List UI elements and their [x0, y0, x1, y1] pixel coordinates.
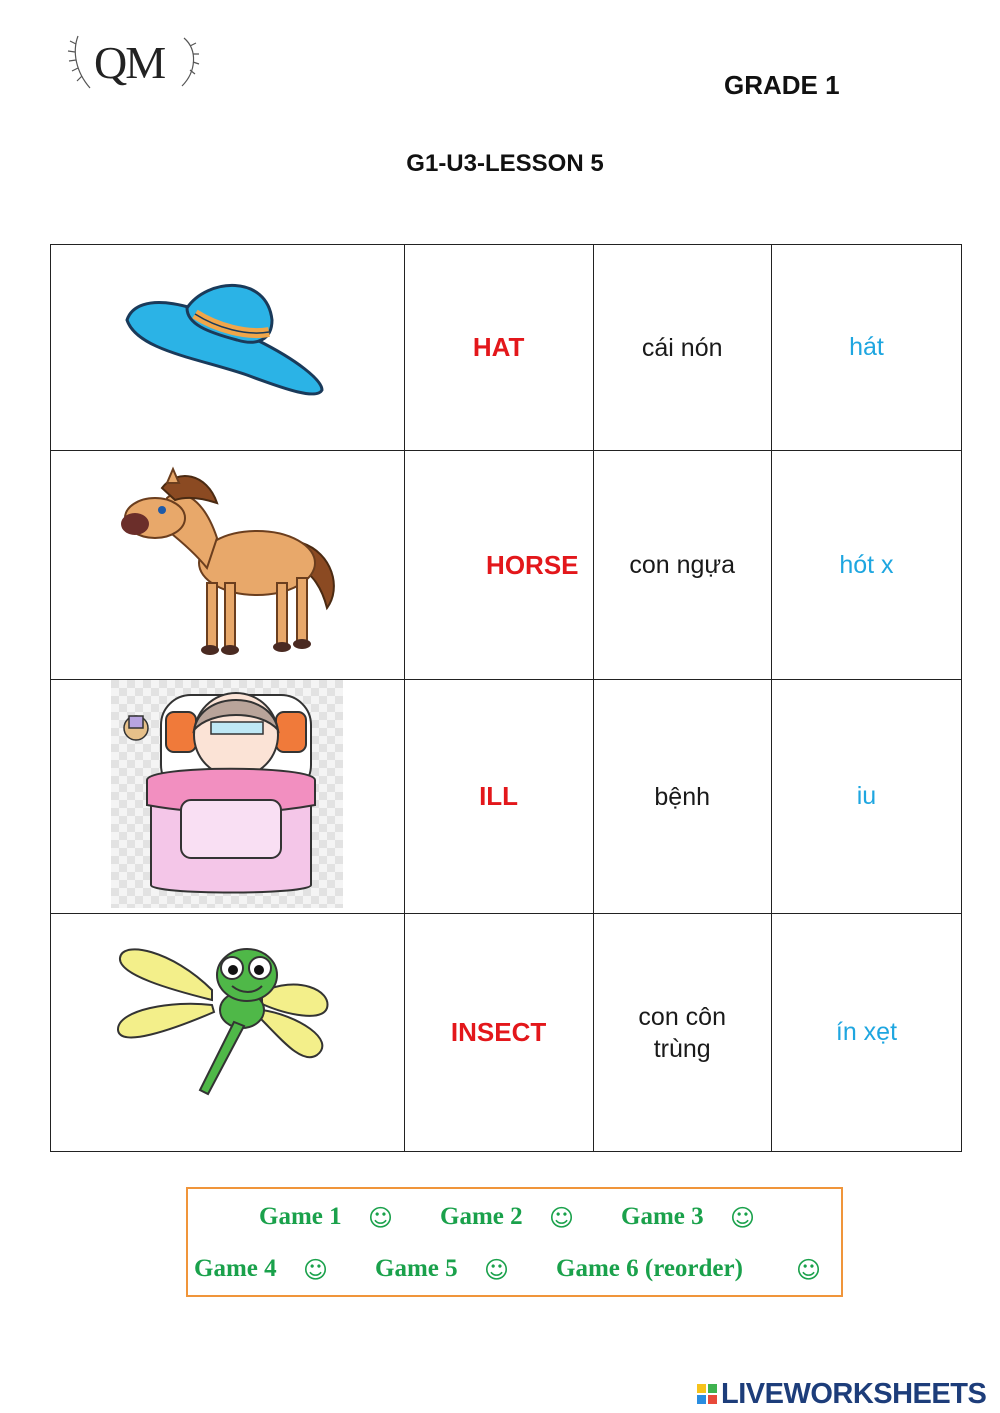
smiley-icon: ☺ — [368, 1204, 394, 1232]
smiley-icon: ☺ — [484, 1256, 510, 1284]
horse-icon — [107, 458, 347, 668]
pronunciation: ín xẹt — [835, 1018, 898, 1046]
qm-logo — [64, 28, 204, 100]
game-2-link[interactable]: Game 2 — [440, 1203, 523, 1230]
english-word: ILL — [479, 781, 519, 811]
smiley-icon: ☺ — [549, 1204, 575, 1232]
hat-icon — [117, 280, 337, 410]
game-5-link[interactable]: Game 5 — [375, 1255, 458, 1282]
picture-cell — [51, 680, 405, 914]
pronunciation-cell — [771, 451, 961, 680]
vocabulary-table — [50, 244, 962, 1152]
table-row — [51, 451, 962, 680]
lesson-title: G1-U3-LESSON 5 — [406, 150, 604, 177]
vietnamese-meaning: bệnh — [654, 782, 711, 811]
ill-child-icon — [111, 680, 343, 908]
game-3-link[interactable]: Game 3 — [621, 1203, 704, 1230]
liveworksheets-brand — [697, 1377, 986, 1411]
grade-label: GRADE 1 — [724, 70, 840, 100]
pronunciation-cell — [771, 245, 961, 451]
games-box — [186, 1187, 843, 1297]
pronunciation-cell — [771, 914, 961, 1152]
smiley-icon: ☺ — [730, 1204, 756, 1232]
game-6-link[interactable]: Game 6 (reorder) — [556, 1255, 743, 1282]
english-word: HORSE — [486, 549, 579, 580]
picture-cell — [51, 914, 405, 1152]
vietnamese-cell — [593, 680, 771, 914]
english-word: INSECT — [450, 1017, 547, 1047]
table-row — [51, 245, 962, 451]
table-row — [51, 914, 962, 1152]
dragonfly-icon — [112, 930, 342, 1130]
pronunciation: iu — [856, 782, 877, 810]
word-cell — [404, 680, 593, 914]
picture-cell — [51, 451, 405, 680]
word-cell — [404, 451, 593, 680]
pronunciation-cell — [771, 680, 961, 914]
logo-text: QM — [94, 37, 165, 88]
brand-text: LIVEWORKSHEETS — [721, 1377, 987, 1410]
vietnamese-cell — [593, 914, 771, 1152]
vietnamese-meaning: con côn trùng — [638, 1002, 726, 1063]
pronunciation: hót x — [839, 550, 894, 579]
picture-cell — [51, 245, 405, 451]
vietnamese-cell — [593, 451, 771, 680]
word-cell — [404, 245, 593, 451]
brand-logo-icon — [697, 1384, 717, 1404]
smiley-icon: ☺ — [303, 1256, 329, 1284]
vietnamese-meaning: cái nón — [641, 333, 723, 362]
game-4-link[interactable]: Game 4 — [194, 1255, 277, 1282]
table-row — [51, 680, 962, 914]
vietnamese-meaning: con ngựa — [629, 551, 736, 579]
vietnamese-cell — [593, 245, 771, 451]
english-word: HAT — [472, 332, 525, 362]
pronunciation: hát — [849, 333, 884, 361]
word-cell — [404, 914, 593, 1152]
game-1-link[interactable]: Game 1 — [259, 1203, 342, 1230]
smiley-icon: ☺ — [796, 1256, 822, 1284]
